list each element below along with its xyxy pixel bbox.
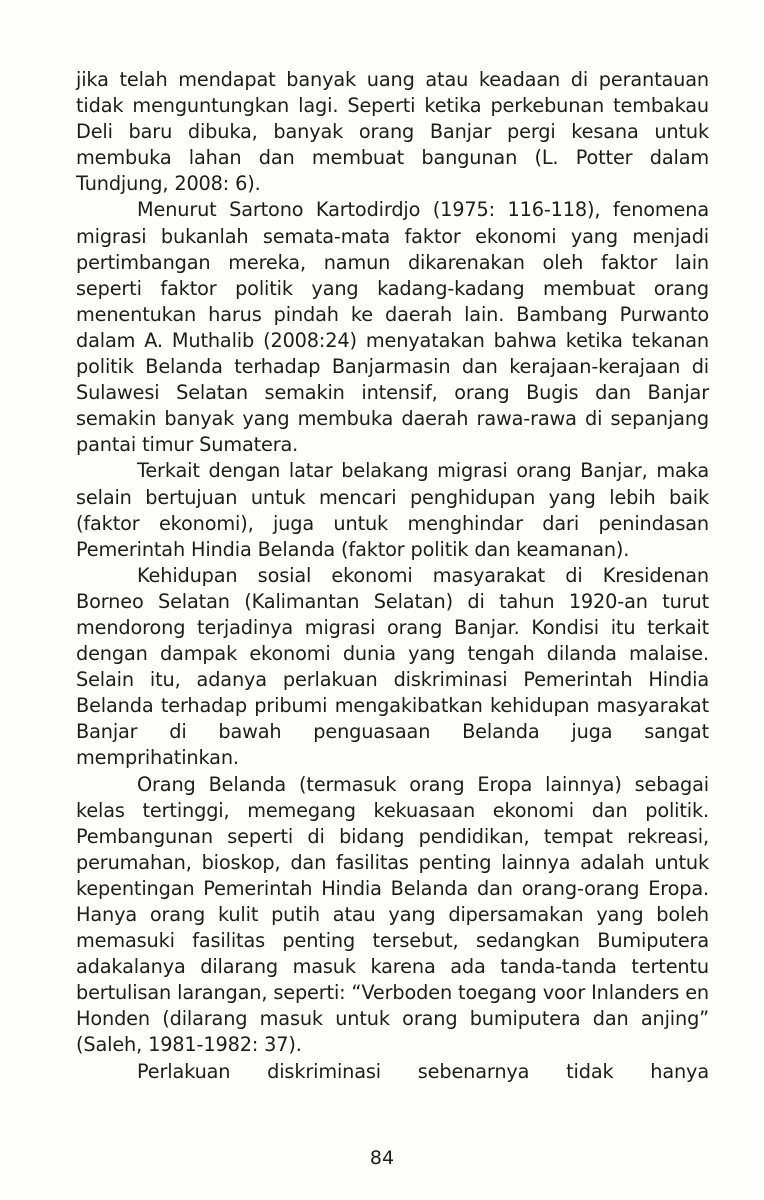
page-number: 84	[369, 1147, 395, 1169]
paragraph-kartodirdjo: Menurut Sartono Kartodirdjo (1975: 116-118), fenomena migrasi bukanlah semata-mata faktor ekonomi yang menjadi pertimbangan mereka, namun dikarenakan oleh faktor lain seperti faktor politik yang kadang-kadang membuat orang menentukan harus pindah ke daerah lain. Bambang Purwanto dalam A. Muthalib (2008:24) menyatakan bahwa ketika tekanan politik Belanda terhadap Banjarmasin dan kerajaan-kerajaan di Sulawesi Selatan semakin intensif, orang Bugis dan Banjar semakin banyak yang membuka daerah rawa-rawa di sepanjang pantai timur Sumatera.	[76, 198, 709, 457]
paragraph-migration-background: Terkait dengan latar belakang migrasi orang Banjar, maka selain bertujuan untuk mencari penghidupan yang lebih baik (faktor ekonomi), juga untuk menghindar dari penindasan Pemerintah Hindia Belanda (faktor politik dan keamanan).	[76, 459, 709, 561]
paragraph-socio-economic: Kehidupan sosial ekonomi masyarakat di Kresidenan Borneo Selatan (Kalimantan Selatan) di tahun 1920-an turut mendorong terjadinya migrasi orang Banjar. Kondisi itu terkait dengan dampak ekonomi dunia yang tengah dilanda malaise. Selain itu, adanya perlakuan diskriminasi Pemerintah Hindia Belanda terhadap pribumi mengakibatkan kehidupan masyarakat Banjar di bawah penguasaan Belanda juga sangat memprihatinkan.	[76, 563, 709, 770]
paragraph-dutch-class: Orang Belanda (termasuk orang Eropa lainnya) sebagai kelas tertinggi, memegang kekuasaan ekonomi dan politik. Pembangunan seperti di bidang pendidikan, tempat rekreasi, perumahan, bioskop, dan fasilitas penting lainnya adalah untuk kepentingan Pemerintah Hindia Belanda dan orang-orang Eropa. Hanya orang kulit putih atau yang dipersamakan yang boleh memasuki fasilitas penting tersebut, sedangkan Bumiputera adakalanya dilarang masuk karena ada tanda-tanda tertentu bertulisan larangan, seperti: “Verboden toegang voor Inlanders en Honden (dilarang masuk untuk orang bumiputera dan anjing” (Saleh, 1981-1982: 37).	[76, 772, 709, 1057]
body-text	[76, 67, 709, 1085]
paragraph-discrimination-start: Perlakuan diskriminasi sebenarnya tidak hanya	[137, 1059, 709, 1083]
paragraph-continued: jika telah mendapat banyak uang atau keadaan di perantauan tidak menguntungkan lagi. Seperti ketika perkebunan tembakau Deli baru dibuka, banyak orang Banjar pergi kesana untuk membuka lahan dan membuat bangunan (L. Potter dalam Tundjung, 2008: 6).	[76, 68, 709, 196]
